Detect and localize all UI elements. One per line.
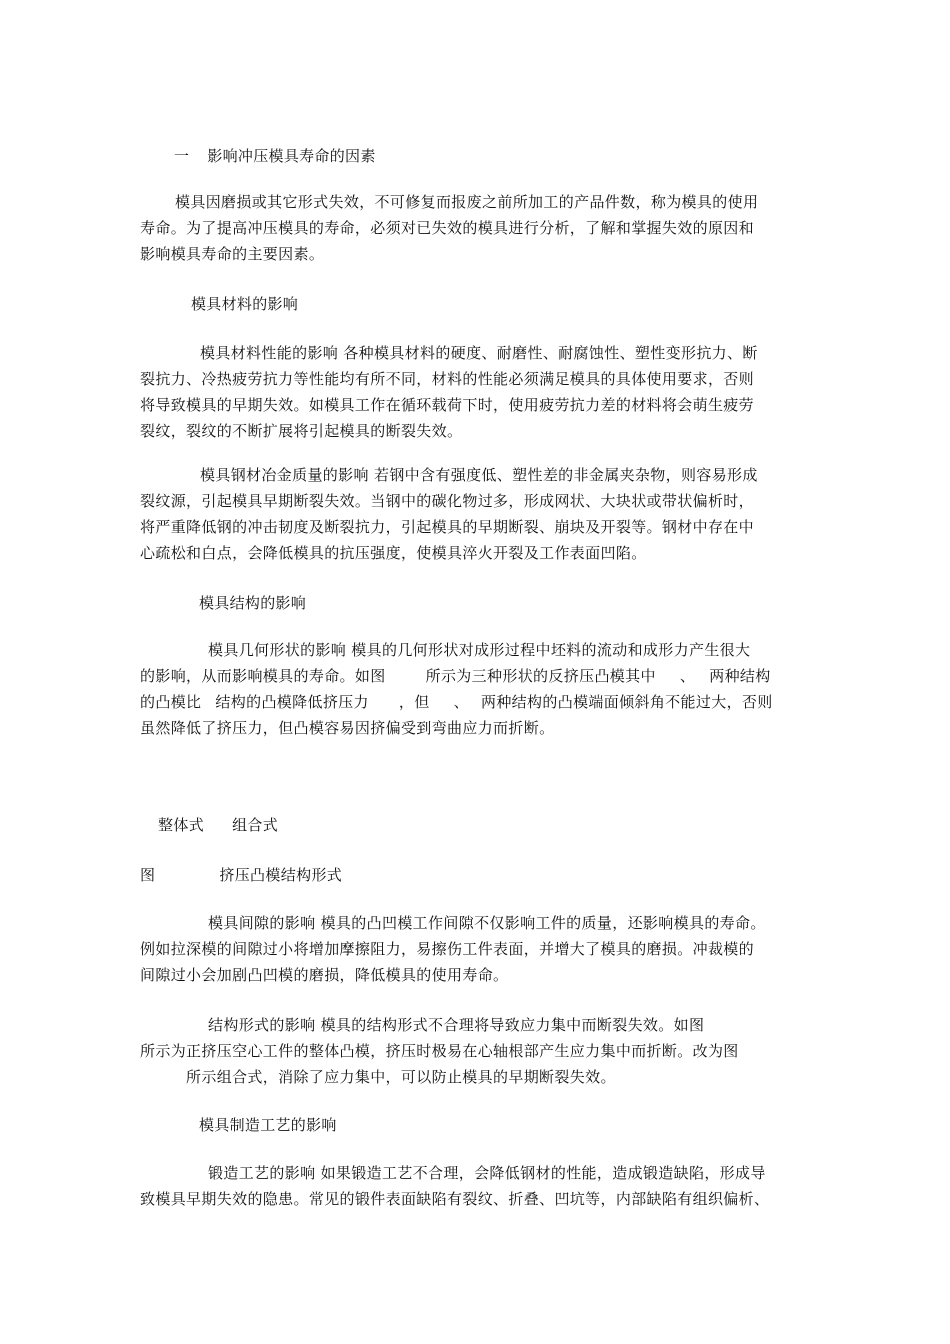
- subheading-process: 模具制造工艺的影响: [199, 1116, 337, 1134]
- text-run: 的凸模比: [140, 693, 202, 711]
- intro-line: 模具因磨损或其它形式失效，不可修复而报废之前所加工的产品件数，称为模具的使用: [175, 193, 759, 211]
- text-run: 两种结构: [709, 667, 771, 685]
- paragraph-line: 虽然降低了挤压力，但凸模容易因挤偏受到弯曲应力而折断。: [140, 719, 555, 737]
- paragraph-line: 裂纹源，引起模具早期断裂失效。当钢中的碳化物过多，形成网状、大块状或带状偏析时，: [140, 492, 755, 510]
- paragraph-line: 模具间隙的影响 模具的凸凹模工作间隙不仅影响工件的质量，还影响模具的寿命。: [208, 914, 766, 932]
- figure-label: 组合式: [232, 816, 279, 834]
- paragraph-line: 例如拉深模的间隙过小将增加摩擦阻力，易擦伤工件表面，并增大了模具的磨损。冲裁模的: [140, 940, 755, 958]
- paragraph-line: 间隙过小会加剧凸凹模的磨损，降低模具的使用寿命。: [140, 966, 509, 984]
- paragraph-line: 所示组合式，消除了应力集中，可以防止模具的早期断裂失效。: [186, 1068, 616, 1086]
- paragraph-line: 所示为正挤压空心工件的整体凸模，挤压时极易在心轴根部产生应力集中而折断。改为图: [140, 1042, 739, 1060]
- paragraph-line: 模具钢材冶金质量的影响 若钢中含有强度低、塑性差的非金属夹杂物，则容易形成: [200, 466, 758, 484]
- text-run: 两种结构的凸模端面倾斜角不能过大，否则: [480, 693, 773, 711]
- paragraph-line: 裂抗力、冷热疲劳抗力等性能均有所不同，材料的性能必须满足模具的具体使用要求，否则: [140, 370, 755, 388]
- text-run: 的影响，从而影响模具的寿命。如图: [140, 667, 386, 685]
- figure-label: 整体式: [158, 816, 205, 834]
- intro-line: 影响模具寿命的主要因素。: [140, 245, 325, 263]
- text-run: 所示为三种形状的反挤压凸模其中: [425, 667, 656, 685]
- text-run: 、: [679, 667, 696, 685]
- paragraph-line: 结构形式的影响 模具的结构形式不合理将导致应力集中而断裂失效。如图: [208, 1016, 705, 1034]
- section-number: 一: [174, 147, 190, 165]
- paragraph-line: 将导致模具的早期失效。如模具工作在循环载荷下时，使用疲劳抗力差的材料将会萌生疲劳: [140, 396, 755, 414]
- paragraph-line: [140, 666, 771, 686]
- paragraph-line: 致模具早期失效的隐患。常见的锻件表面缺陷有裂纹、折叠、凹坑等，内部缺陷有组织偏析、: [140, 1190, 770, 1208]
- paragraph-line: 锻造工艺的影响 如果锻造工艺不合理，会降低钢材的性能，造成锻造缺陷，形成导: [208, 1164, 766, 1182]
- paragraph-line: 心疏松和白点，会降低模具的抗压强度，使模具淬火开裂及工作表面凹陷。: [140, 544, 647, 562]
- paragraph-line: 裂纹，裂纹的不断扩展将引起模具的断裂失效。: [140, 422, 463, 440]
- figure-labels: [158, 815, 278, 835]
- intro-line: 寿命。为了提高冲压模具的寿命，必须对已失效的模具进行分析，了解和掌握失效的原因和: [140, 219, 755, 237]
- text-run: ，但: [398, 693, 430, 711]
- paragraph-line: 将严重降低钢的冲击韧度及断裂抗力，引起模具的早期断裂、崩块及开裂等。钢材中存在中: [140, 518, 755, 536]
- figure-caption-text: 挤压凸模结构形式: [219, 866, 343, 884]
- subheading-material: 模具材料的影响: [191, 295, 299, 313]
- subheading-structure: 模具结构的影响: [199, 594, 307, 612]
- section-heading: [174, 146, 376, 166]
- text-run: 结构的凸模降低挤压力: [215, 693, 369, 711]
- paragraph-line: 模具几何形状的影响 模具的几何形状对成形过程中坯料的流动和成形力产生很大: [208, 641, 751, 659]
- paragraph-line: 模具材料性能的影响 各种模具材料的硬度、耐磨性、耐腐蚀性、塑性变形抗力、断: [200, 344, 758, 362]
- section-title: 影响冲压模具寿命的因素: [207, 147, 376, 165]
- paragraph-line: [140, 692, 773, 712]
- figure-caption-prefix: 图: [140, 866, 156, 884]
- text-run: 、: [453, 693, 469, 711]
- figure-caption: [140, 865, 342, 885]
